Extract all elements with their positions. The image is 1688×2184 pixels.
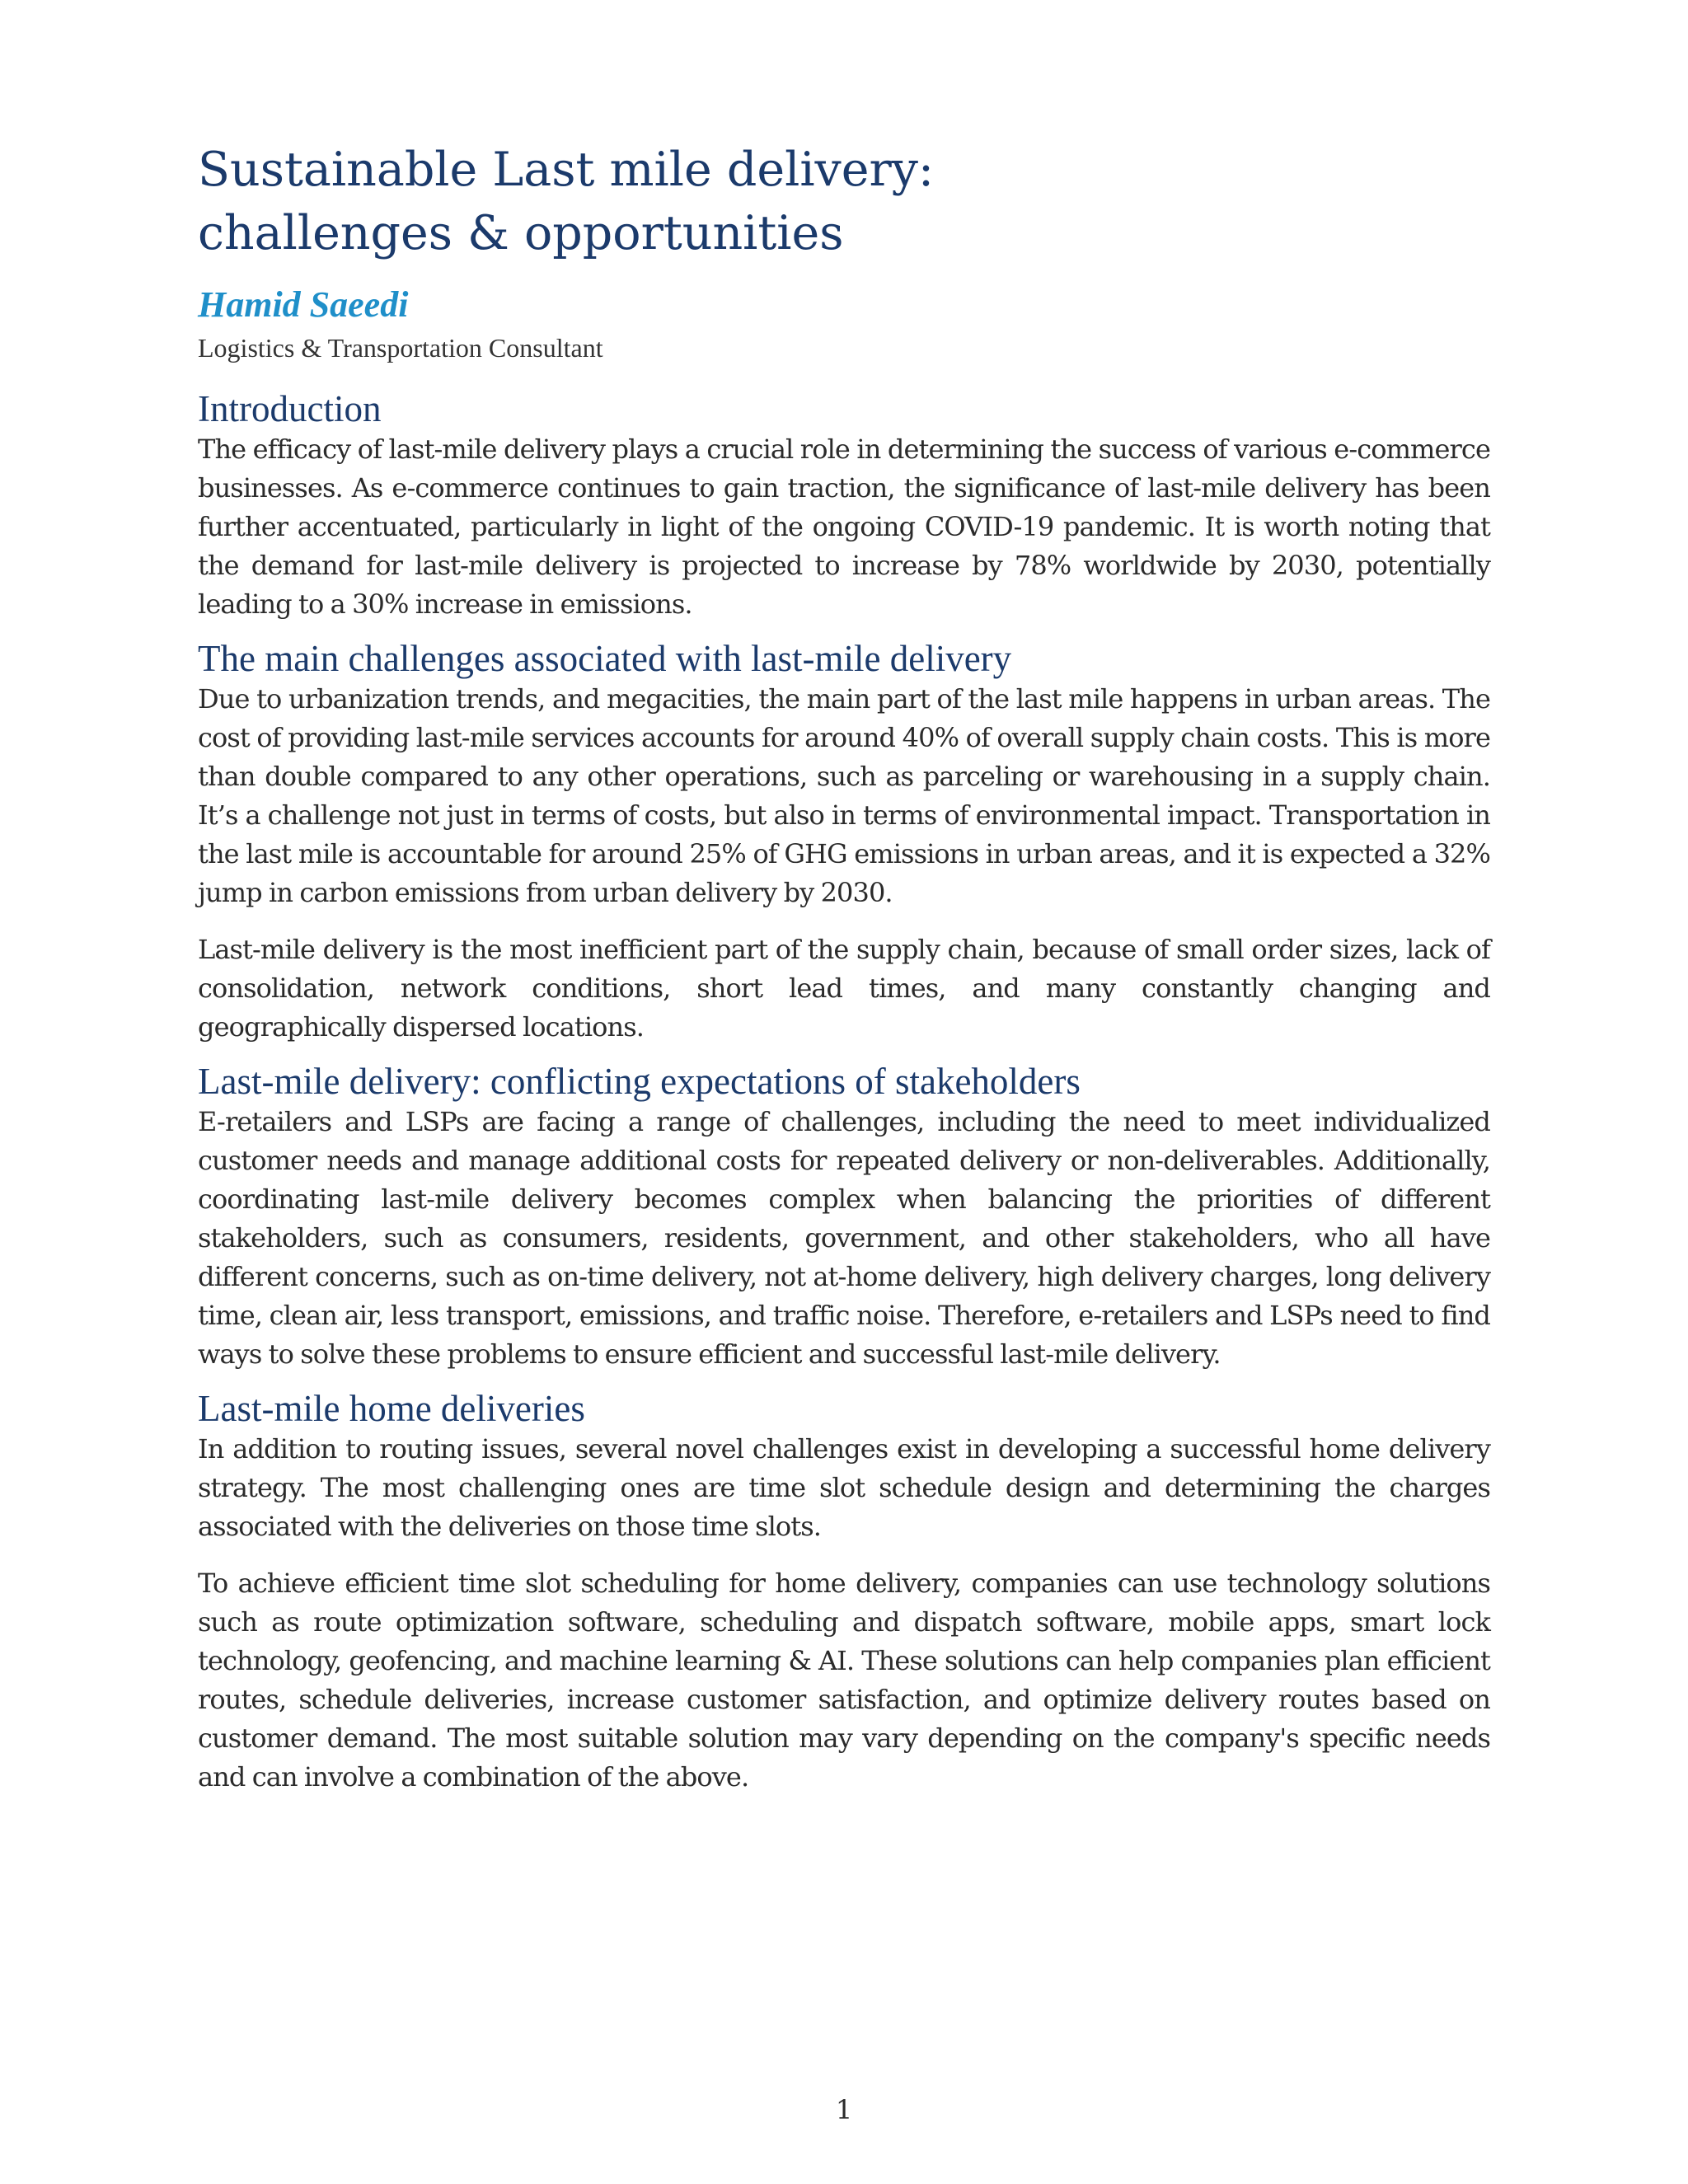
section-heading-home-deliveries: Last-mile home deliveries	[198, 1388, 585, 1429]
section-heading-main-challenges: The main challenges associated with last-mile delivery	[198, 638, 1012, 679]
document-page	[198, 138, 1490, 1797]
paragraph-introduction: The efficacy of last-mile delivery plays a crucial role in determining the success of various e-commerce businesses. As e-commerce continues to gain traction, the significance of last-mile delivery has been further accentuated, particularly in light of the ongoing COVID-19 pandemic. It is worth noting that the demand for last-mile delivery is projected to increase by 78% worldwide by 2030, potentially leading to a 30% increase in emissions.	[198, 434, 1490, 620]
section-heading-stakeholders: Last-mile delivery: conflicting expectations of stakeholders	[198, 1061, 1081, 1102]
section-heading-introduction: Introduction	[198, 388, 382, 429]
title-line-1: Sustainable Last mile delivery:	[198, 143, 935, 197]
paragraph-main-challenges-2: Last-mile delivery is the most inefficient part of the supply chain, because of small order sizes, lack of consolidation, network conditions, short lead times, and many constantly changing and geographically dispersed locations.	[198, 934, 1490, 1043]
author-name: Hamid Saeedi	[198, 284, 409, 325]
author-role: Logistics & Transportation Consultant	[198, 333, 603, 363]
document-title	[198, 138, 1490, 265]
page-number: 1	[835, 2094, 853, 2125]
paragraph-main-challenges-1: Due to urbanization trends, and megacities, the main part of the last mile happens in urban areas. The cost of providing last-mile services accounts for around 40% of overall supply chain costs. This is more than double compared to any other operations, such as parceling or warehousing in a supply chain. It’s a challenge not just in terms of costs, but also in terms of environmental impact. Transportation in the last mile is accountable for around 25% of GHG emissions in urban areas, and it is expected a 32% jump in carbon emissions from urban delivery by 2030.	[198, 683, 1490, 908]
paragraph-home-deliveries-1: In addition to routing issues, several novel challenges exist in developing a successful home delivery strategy. The most challenging ones are time slot schedule design and determining the charges associated with the deliveries on those time slots.	[198, 1433, 1490, 1542]
paragraph-stakeholders: E-retailers and LSPs are facing a range of challenges, including the need to meet individualized customer needs and manage additional costs for repeated delivery or non-deliverables. Additionally, coordinating last-mile delivery becomes complex when balancing the priorities of different stakeholders, such as consumers, residents, government, and other stakeholders, who all have different concerns, such as on-time delivery, not at-home delivery, high delivery charges, long delivery time, clean air, less transport, emissions, and traffic noise. Therefore, e-retailers and LSPs need to find ways to solve these problems to ensure efficient and successful last-mile delivery.	[198, 1106, 1490, 1370]
paragraph-home-deliveries-2: To achieve efficient time slot scheduling for home delivery, companies can use technology solutions such as route optimization software, scheduling and dispatch software, mobile apps, smart lock technology, geofencing, and machine learning & AI. These solutions can help companies plan efficient routes, schedule deliveries, increase customer satisfaction, and optimize delivery routes based on customer demand. The most suitable solution may vary depending on the company's specific needs and can involve a combination of the above.	[198, 1568, 1490, 1793]
title-line-2: challenges & opportunities	[198, 206, 844, 260]
